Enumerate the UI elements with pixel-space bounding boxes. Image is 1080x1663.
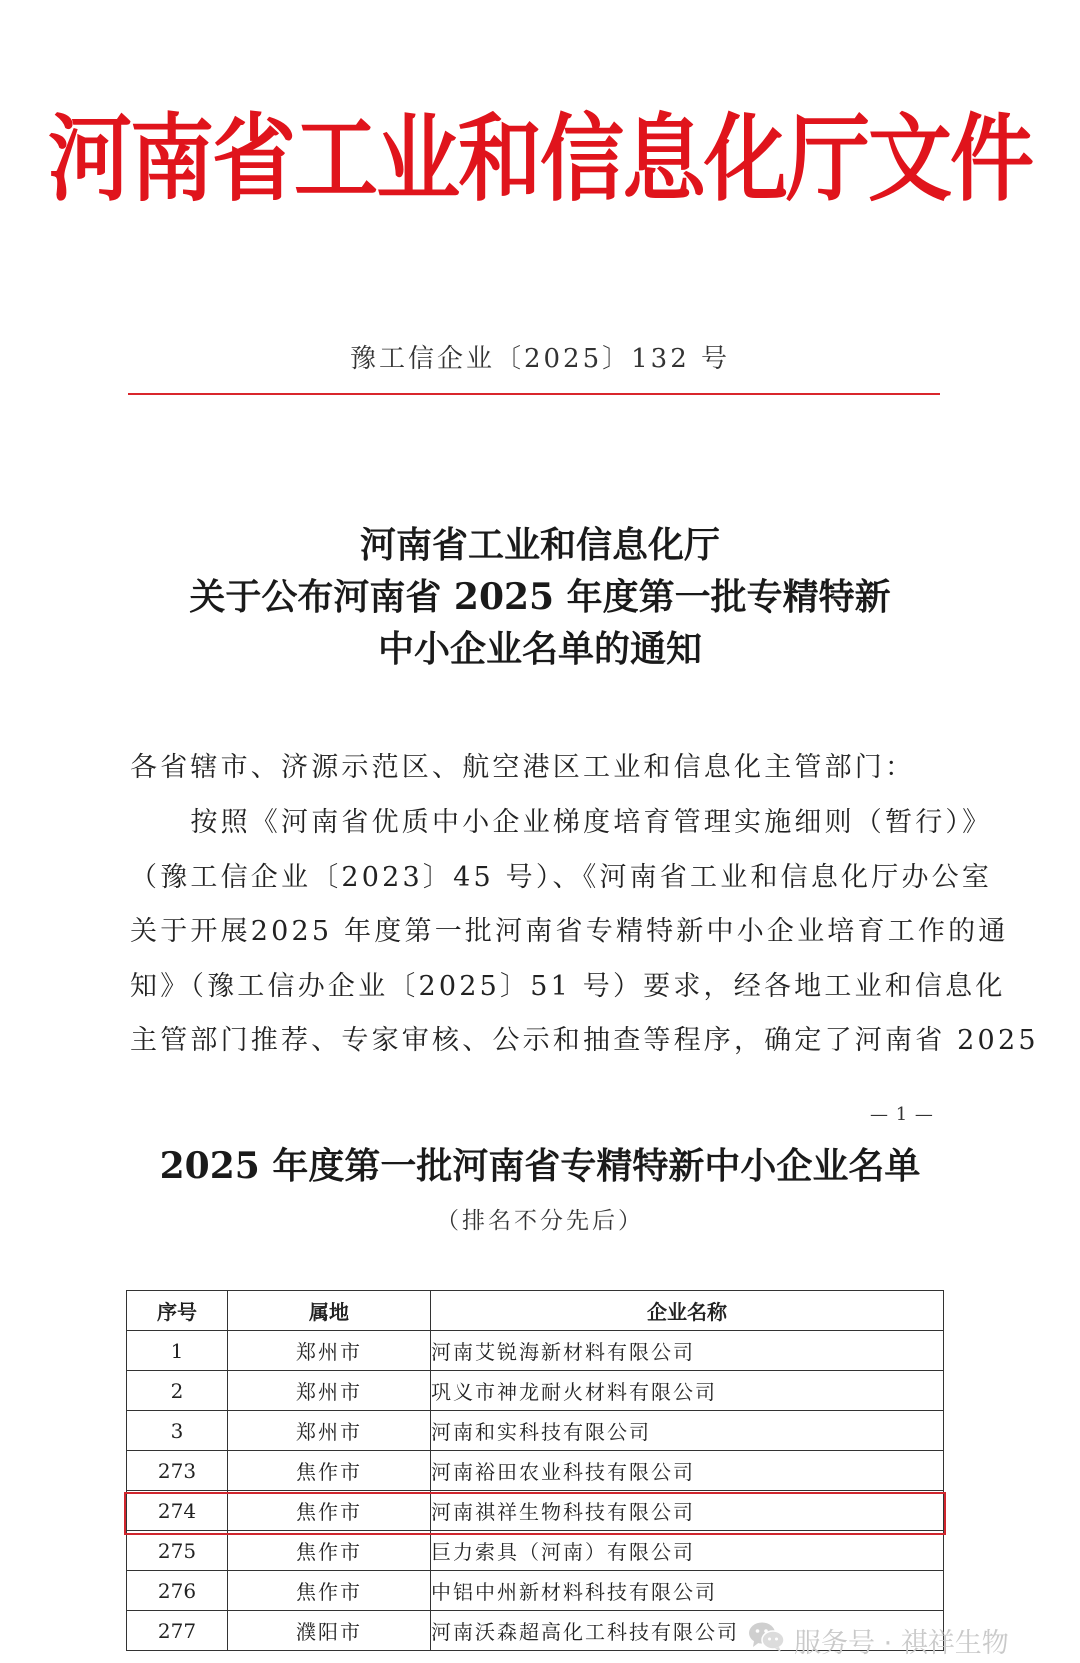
wechat-icon [748, 1621, 786, 1660]
table-row [127, 1451, 944, 1491]
cell-no: 273 [127, 1451, 228, 1491]
body-line-1: 各省辖市、济源示范区、航空港区工业和信息化主管部门： [130, 752, 916, 783]
body-line-3: （豫工信企业〔2023〕45 号）、《河南省工业和信息化厅办公室 [130, 862, 993, 893]
body-line-4: 关于开展2025 年度第一批河南省专精特新中小企业培育工作的通 [130, 916, 1009, 947]
cell-no: 275 [127, 1531, 228, 1571]
cell-location: 郑州市 [228, 1371, 431, 1411]
cell-location: 焦作市 [228, 1531, 431, 1571]
table-row [127, 1411, 944, 1451]
table-row [127, 1571, 944, 1611]
table-row-highlighted [127, 1491, 944, 1531]
watermark [748, 1620, 1009, 1660]
cell-location: 濮阳市 [228, 1611, 431, 1651]
body-line-6: 主管部门推荐、专家审核、公示和抽查等程序，确定了河南省 2025 [130, 1025, 1039, 1056]
cell-no: 276 [127, 1571, 228, 1611]
header-no: 序号 [127, 1291, 228, 1331]
header-location: 属地 [228, 1291, 431, 1331]
table-row [127, 1531, 944, 1571]
cell-no: 277 [127, 1611, 228, 1651]
cell-no: 274 [127, 1491, 228, 1531]
table-header-row [127, 1291, 944, 1331]
cell-company-name: 河南沃森超高化工科技有限公司 [431, 1611, 944, 1651]
page-number: — 1 — [870, 1104, 934, 1125]
cell-company-name: 河南祺祥生物科技有限公司 [431, 1491, 944, 1531]
body-line-5: 知》（豫工信办企业〔2025〕51 号）要求，经各地工业和信息化 [130, 971, 1006, 1002]
cell-location: 郑州市 [228, 1331, 431, 1371]
table-row [127, 1331, 944, 1371]
red-divider-line [128, 393, 940, 395]
cell-company-name: 河南裕田农业科技有限公司 [431, 1451, 944, 1491]
notice-title-line-3: 中小企业名单的通知 [377, 628, 702, 670]
document-number: 豫工信企业〔2025〕132 号 [349, 344, 731, 374]
cell-company-name: 巩义市神龙耐火材料有限公司 [431, 1371, 944, 1411]
header-company-name: 企业名称 [431, 1291, 944, 1331]
notice-title-line-1: 河南省工业和信息化厅 [359, 524, 720, 566]
cell-location: 焦作市 [228, 1571, 431, 1611]
table-row [127, 1371, 944, 1411]
list-subtitle: （排名不分先后） [436, 1208, 644, 1234]
enterprise-table [126, 1290, 944, 1651]
cell-location: 焦作市 [228, 1491, 431, 1531]
body-line-2: 按照《河南省优质中小企业梯度培育管理实施细则（暂行）》 [130, 807, 993, 838]
cell-company-name: 河南和实科技有限公司 [431, 1411, 944, 1451]
cell-location: 郑州市 [228, 1411, 431, 1451]
cell-no: 1 [127, 1331, 228, 1371]
cell-company-name: 河南艾锐海新材料有限公司 [431, 1331, 944, 1371]
cell-company-name: 巨力索具（河南）有限公司 [431, 1531, 944, 1571]
notice-title-line-2: 关于公布河南省 2025 年度第一批专精特新 [189, 576, 891, 618]
list-title: 2025 年度第一批河南省专精特新中小企业名单 [159, 1145, 921, 1187]
cell-no: 2 [127, 1371, 228, 1411]
document-red-header: 河南省工业和信息化厅文件 [47, 104, 1032, 215]
watermark-text: 服务号 · 祺祥生物 [794, 1627, 1009, 1659]
cell-location: 焦作市 [228, 1451, 431, 1491]
cell-no: 3 [127, 1411, 228, 1451]
cell-company-name: 中铝中州新材料科技有限公司 [431, 1571, 944, 1611]
